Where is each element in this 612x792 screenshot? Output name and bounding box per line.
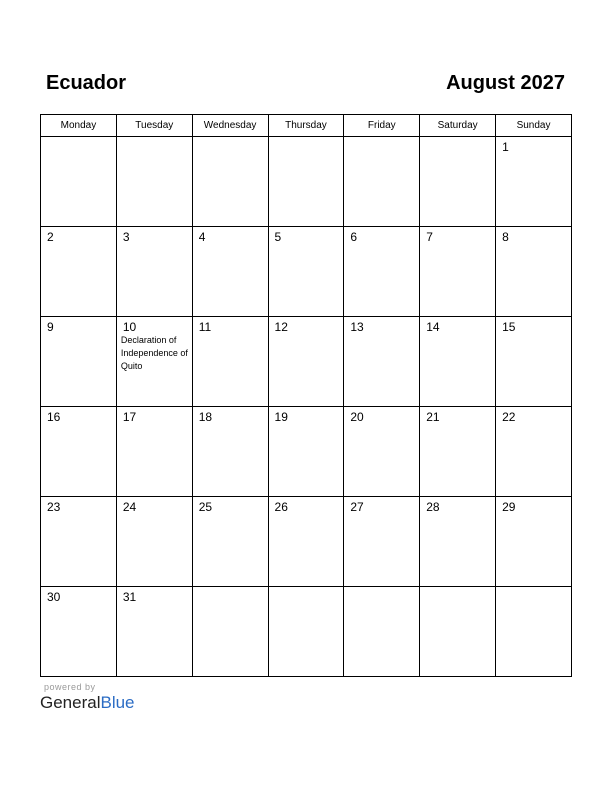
day-number: 1 xyxy=(502,140,509,154)
day-number xyxy=(193,587,268,591)
day-cell xyxy=(496,407,572,497)
week-row xyxy=(41,587,572,677)
weekday-header: Wednesday xyxy=(192,115,268,137)
day-cell xyxy=(496,587,572,677)
day-cell xyxy=(268,317,344,407)
day-cell xyxy=(116,497,192,587)
day-cell xyxy=(116,587,192,677)
day-cell xyxy=(41,137,117,227)
day-cell xyxy=(420,317,496,407)
day-cell xyxy=(41,317,117,407)
day-number xyxy=(344,587,419,591)
day-cell xyxy=(41,227,117,317)
week-row xyxy=(41,497,572,587)
weekday-header: Tuesday xyxy=(116,115,192,137)
weekday-header: Sunday xyxy=(496,115,572,137)
day-number: 19 xyxy=(274,410,288,424)
day-cell xyxy=(268,587,344,677)
calendar-grid xyxy=(40,114,572,677)
weekday-header: Friday xyxy=(344,115,420,137)
day-number: 26 xyxy=(274,500,288,514)
day-number xyxy=(269,587,344,591)
weekday-header: Saturday xyxy=(420,115,496,137)
day-number: 4 xyxy=(198,230,206,244)
week-row xyxy=(41,317,572,407)
day-number: 31 xyxy=(122,590,137,604)
day-cell xyxy=(192,587,268,677)
day-number: 13 xyxy=(350,320,364,334)
day-number: 24 xyxy=(122,500,137,514)
day-cell xyxy=(192,407,268,497)
day-cell xyxy=(496,317,572,407)
week-row xyxy=(41,407,572,497)
day-cell xyxy=(268,137,344,227)
holiday-label: Declaration of Independence of Quito xyxy=(120,335,188,371)
country-title: Ecuador xyxy=(46,72,127,94)
day-cell xyxy=(41,587,117,677)
day-cell xyxy=(344,407,420,497)
day-cell xyxy=(496,227,572,317)
weekday-header: Thursday xyxy=(268,115,344,137)
day-cell xyxy=(344,137,420,227)
day-cell xyxy=(192,137,268,227)
week-row xyxy=(41,227,572,317)
day-number xyxy=(496,587,571,591)
week-row xyxy=(41,137,572,227)
brand-footer xyxy=(40,682,135,713)
day-cell xyxy=(344,587,420,677)
weekday-header-row xyxy=(41,115,572,137)
day-cell xyxy=(41,407,117,497)
day-number: 5 xyxy=(274,230,282,244)
generalblue-logo[interactable] xyxy=(40,693,135,713)
day-number xyxy=(41,137,116,141)
day-number: 11 xyxy=(198,320,212,334)
day-cell xyxy=(268,227,344,317)
day-cell xyxy=(344,317,420,407)
day-cell xyxy=(420,407,496,497)
day-cell xyxy=(420,587,496,677)
day-cell xyxy=(420,227,496,317)
day-number xyxy=(193,137,268,141)
day-cell xyxy=(116,407,192,497)
day-cell xyxy=(344,497,420,587)
day-number xyxy=(420,137,495,141)
day-cell xyxy=(496,137,572,227)
day-number: 22 xyxy=(502,410,516,424)
day-number xyxy=(420,587,495,591)
day-number: 17 xyxy=(122,410,137,424)
powered-by-label: powered by xyxy=(44,682,96,692)
day-cell xyxy=(192,227,268,317)
day-number: 18 xyxy=(198,410,213,424)
day-number: 9 xyxy=(47,320,54,334)
day-cell xyxy=(420,497,496,587)
day-number: 7 xyxy=(426,230,433,244)
day-number: 3 xyxy=(122,230,130,244)
day-number: 16 xyxy=(47,410,61,424)
day-number: 2 xyxy=(47,230,54,244)
month-year-title: August 2027 xyxy=(446,72,565,94)
day-cell xyxy=(496,497,572,587)
day-cell xyxy=(344,227,420,317)
day-cell xyxy=(192,317,268,407)
brand-general: General xyxy=(40,693,101,712)
day-number: 29 xyxy=(502,500,516,514)
day-cell xyxy=(192,497,268,587)
day-number: 21 xyxy=(426,410,440,424)
day-number xyxy=(117,137,192,141)
day-cell xyxy=(116,227,192,317)
day-number: 20 xyxy=(350,410,364,424)
weekday-header: Monday xyxy=(41,115,117,137)
day-number: 25 xyxy=(198,500,213,514)
day-number xyxy=(269,137,344,141)
day-cell xyxy=(116,317,192,407)
day-cell xyxy=(420,137,496,227)
day-number: 12 xyxy=(274,320,288,334)
brand-blue: Blue xyxy=(100,693,135,712)
day-number xyxy=(344,137,419,141)
day-cell xyxy=(268,497,344,587)
day-number: 15 xyxy=(502,320,516,334)
day-number: 27 xyxy=(350,500,364,514)
day-cell xyxy=(268,407,344,497)
day-cell xyxy=(116,137,192,227)
day-number: 23 xyxy=(47,500,61,514)
day-number: 14 xyxy=(426,320,440,334)
day-number: 8 xyxy=(502,230,509,244)
day-number: 30 xyxy=(47,590,61,604)
day-number: 6 xyxy=(350,230,358,244)
day-number: 28 xyxy=(426,500,440,514)
day-number: 10 xyxy=(122,320,137,334)
day-cell xyxy=(41,497,117,587)
